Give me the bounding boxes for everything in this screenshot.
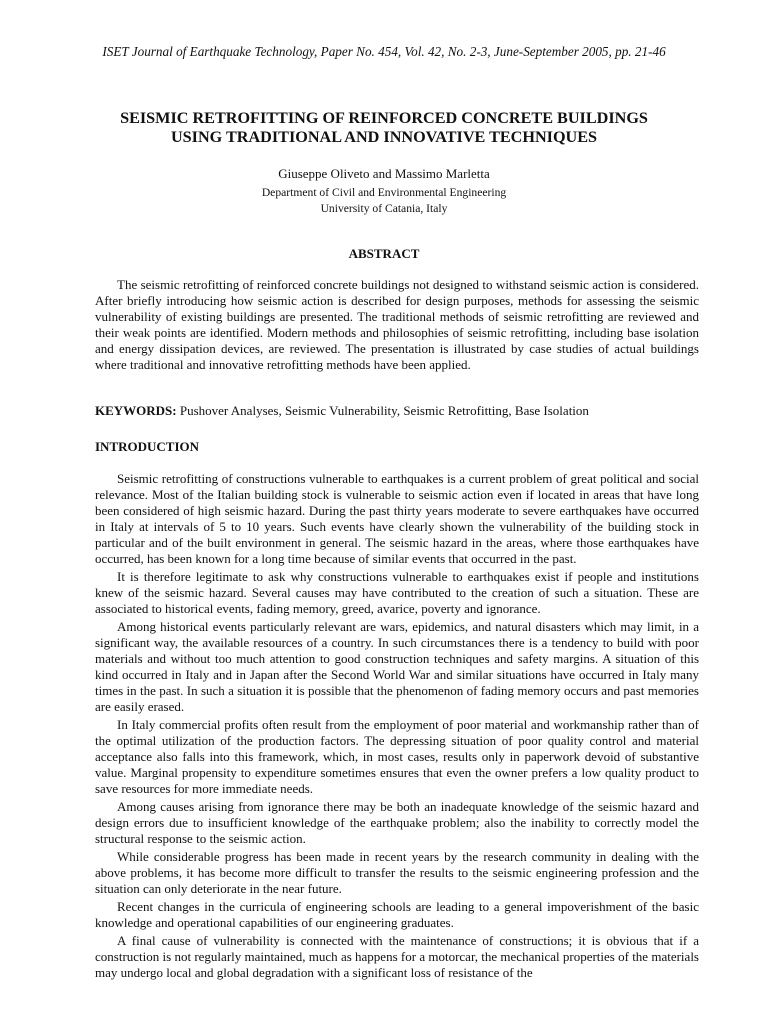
intro-paragraph: A final cause of vulnerability is connected with the maintenance of constructions; it is obvious that if a construction is not regularly maintained, much as happens for a motorcar, the mechanical properties of the materials may undergo local and global degradation with a significant loss of resistance of the <box>95 933 699 980</box>
intro-paragraph: It is therefore legitimate to ask why constructions vulnerable to earthquakes exist if people and institutions knew of the seismic hazard. Several causes may have contributed to the creation of such a situation. These are associated to historical events, fading memory, greed, avarice, poverty and ignorance. <box>95 569 699 616</box>
intro-paragraph: In Italy commercial profits often result from the employment of poor material and workmanship rather than of the optimal utilization of the production factors. The depressing situation of poor quality control and material acceptance also falls into this framework, which, in most cases, results only in paperwork devoid of substantive value. Marginal propensity to expenditure sometimes ensures that even the owner prefers a low quality product to save resources for more immediate needs. <box>95 717 699 796</box>
affiliation-department: Department of Civil and Environmental Engineering <box>261 186 507 199</box>
intro-paragraph: Recent changes in the curricula of engineering schools are leading to a general impoverishment of the basic knowledge and operational capabilities of our engineering graduates. <box>95 899 699 930</box>
intro-paragraph: Among causes arising from ignorance there may be both an inadequate knowledge of the seismic hazard and design errors due to insufficient knowledge of the earthquake problem; also the inability to correctly model the structural response to the seismic action. <box>95 799 699 846</box>
keywords-label: KEYWORDS: <box>95 403 177 418</box>
introduction-heading: INTRODUCTION <box>95 439 200 454</box>
authors: Giuseppe Oliveto and Massimo Marletta <box>278 166 490 181</box>
title-line-1: SEISMIC RETROFITTING OF REINFORCED CONCRETE BUILDINGS <box>120 109 648 127</box>
abstract-heading: ABSTRACT <box>348 246 420 261</box>
abstract-paragraph: The seismic retrofitting of reinforced concrete buildings not designed to withstand seismic action is considered. After briefly introducing how seismic action is described for design purposes, methods for assessing the seismic vulnerability of existing buildings are presented. The traditional methods of seismic retrofitting are reviewed and their weak points are identified. Modern methods and philosophies of seismic retrofitting, including base isolation and energy dissipation devices, are reviewed. The presentation is illustrated by case studies of actual buildings where traditional and innovative retrofitting methods have been applied. <box>95 277 699 372</box>
intro-paragraph: Among historical events particularly relevant are wars, epidemics, and natural disasters which may limit, in a significant way, the available resources of a country. In such circumstances there is a tendency to build with poor materials and without too much attention to good construction techniques and safety margins. A situation of this kind occurred in Italy and in Japan after the Second World War and similar situations have occurred in Italy many times in the past. In such a situation it is possible that the phenomenon of fading memory occurs and past memories are easily erased. <box>95 619 699 714</box>
keywords <box>95 403 699 419</box>
intro-paragraph: Seismic retrofitting of constructions vulnerable to earthquakes is a current problem of great political and social relevance. Most of the Italian building stock is vulnerable to seismic action even if located in areas that have long been considered of high seismic hazard. During the past thirty years moderate to severe earthquakes have occurred in Italy at intervals of 5 to 10 years. Such events have clearly shown the vulnerability of the building stock in particular and of the built environment in general. The seismic hazard in the areas, where those earthquakes have occurred, has been known for a long time because of similar events that occurred in the past. <box>95 471 699 566</box>
abstract-body <box>95 277 699 373</box>
title-line-2: USING TRADITIONAL AND INNOVATIVE TECHNIQUES <box>170 128 598 146</box>
intro-paragraph: While considerable progress has been made in recent years by the research community in dealing with the above problems, it has become more difficult to transfer the results to the seismic engineering profession and the situation can only deteriorate in the near future. <box>95 849 699 896</box>
affiliation-university: University of Catania, Italy <box>320 202 448 215</box>
keywords-list: Pushover Analyses, Seismic Vulnerability, Seismic Retrofitting, Base Isolation <box>179 403 589 418</box>
paper-title <box>0 109 768 147</box>
journal-citation: ISET Journal of Earthquake Technology, Paper No. 454, Vol. 42, No. 2-3, June-September 2005, pp. 21-46 <box>102 44 666 59</box>
affiliation <box>0 185 768 217</box>
introduction-body <box>95 471 699 983</box>
